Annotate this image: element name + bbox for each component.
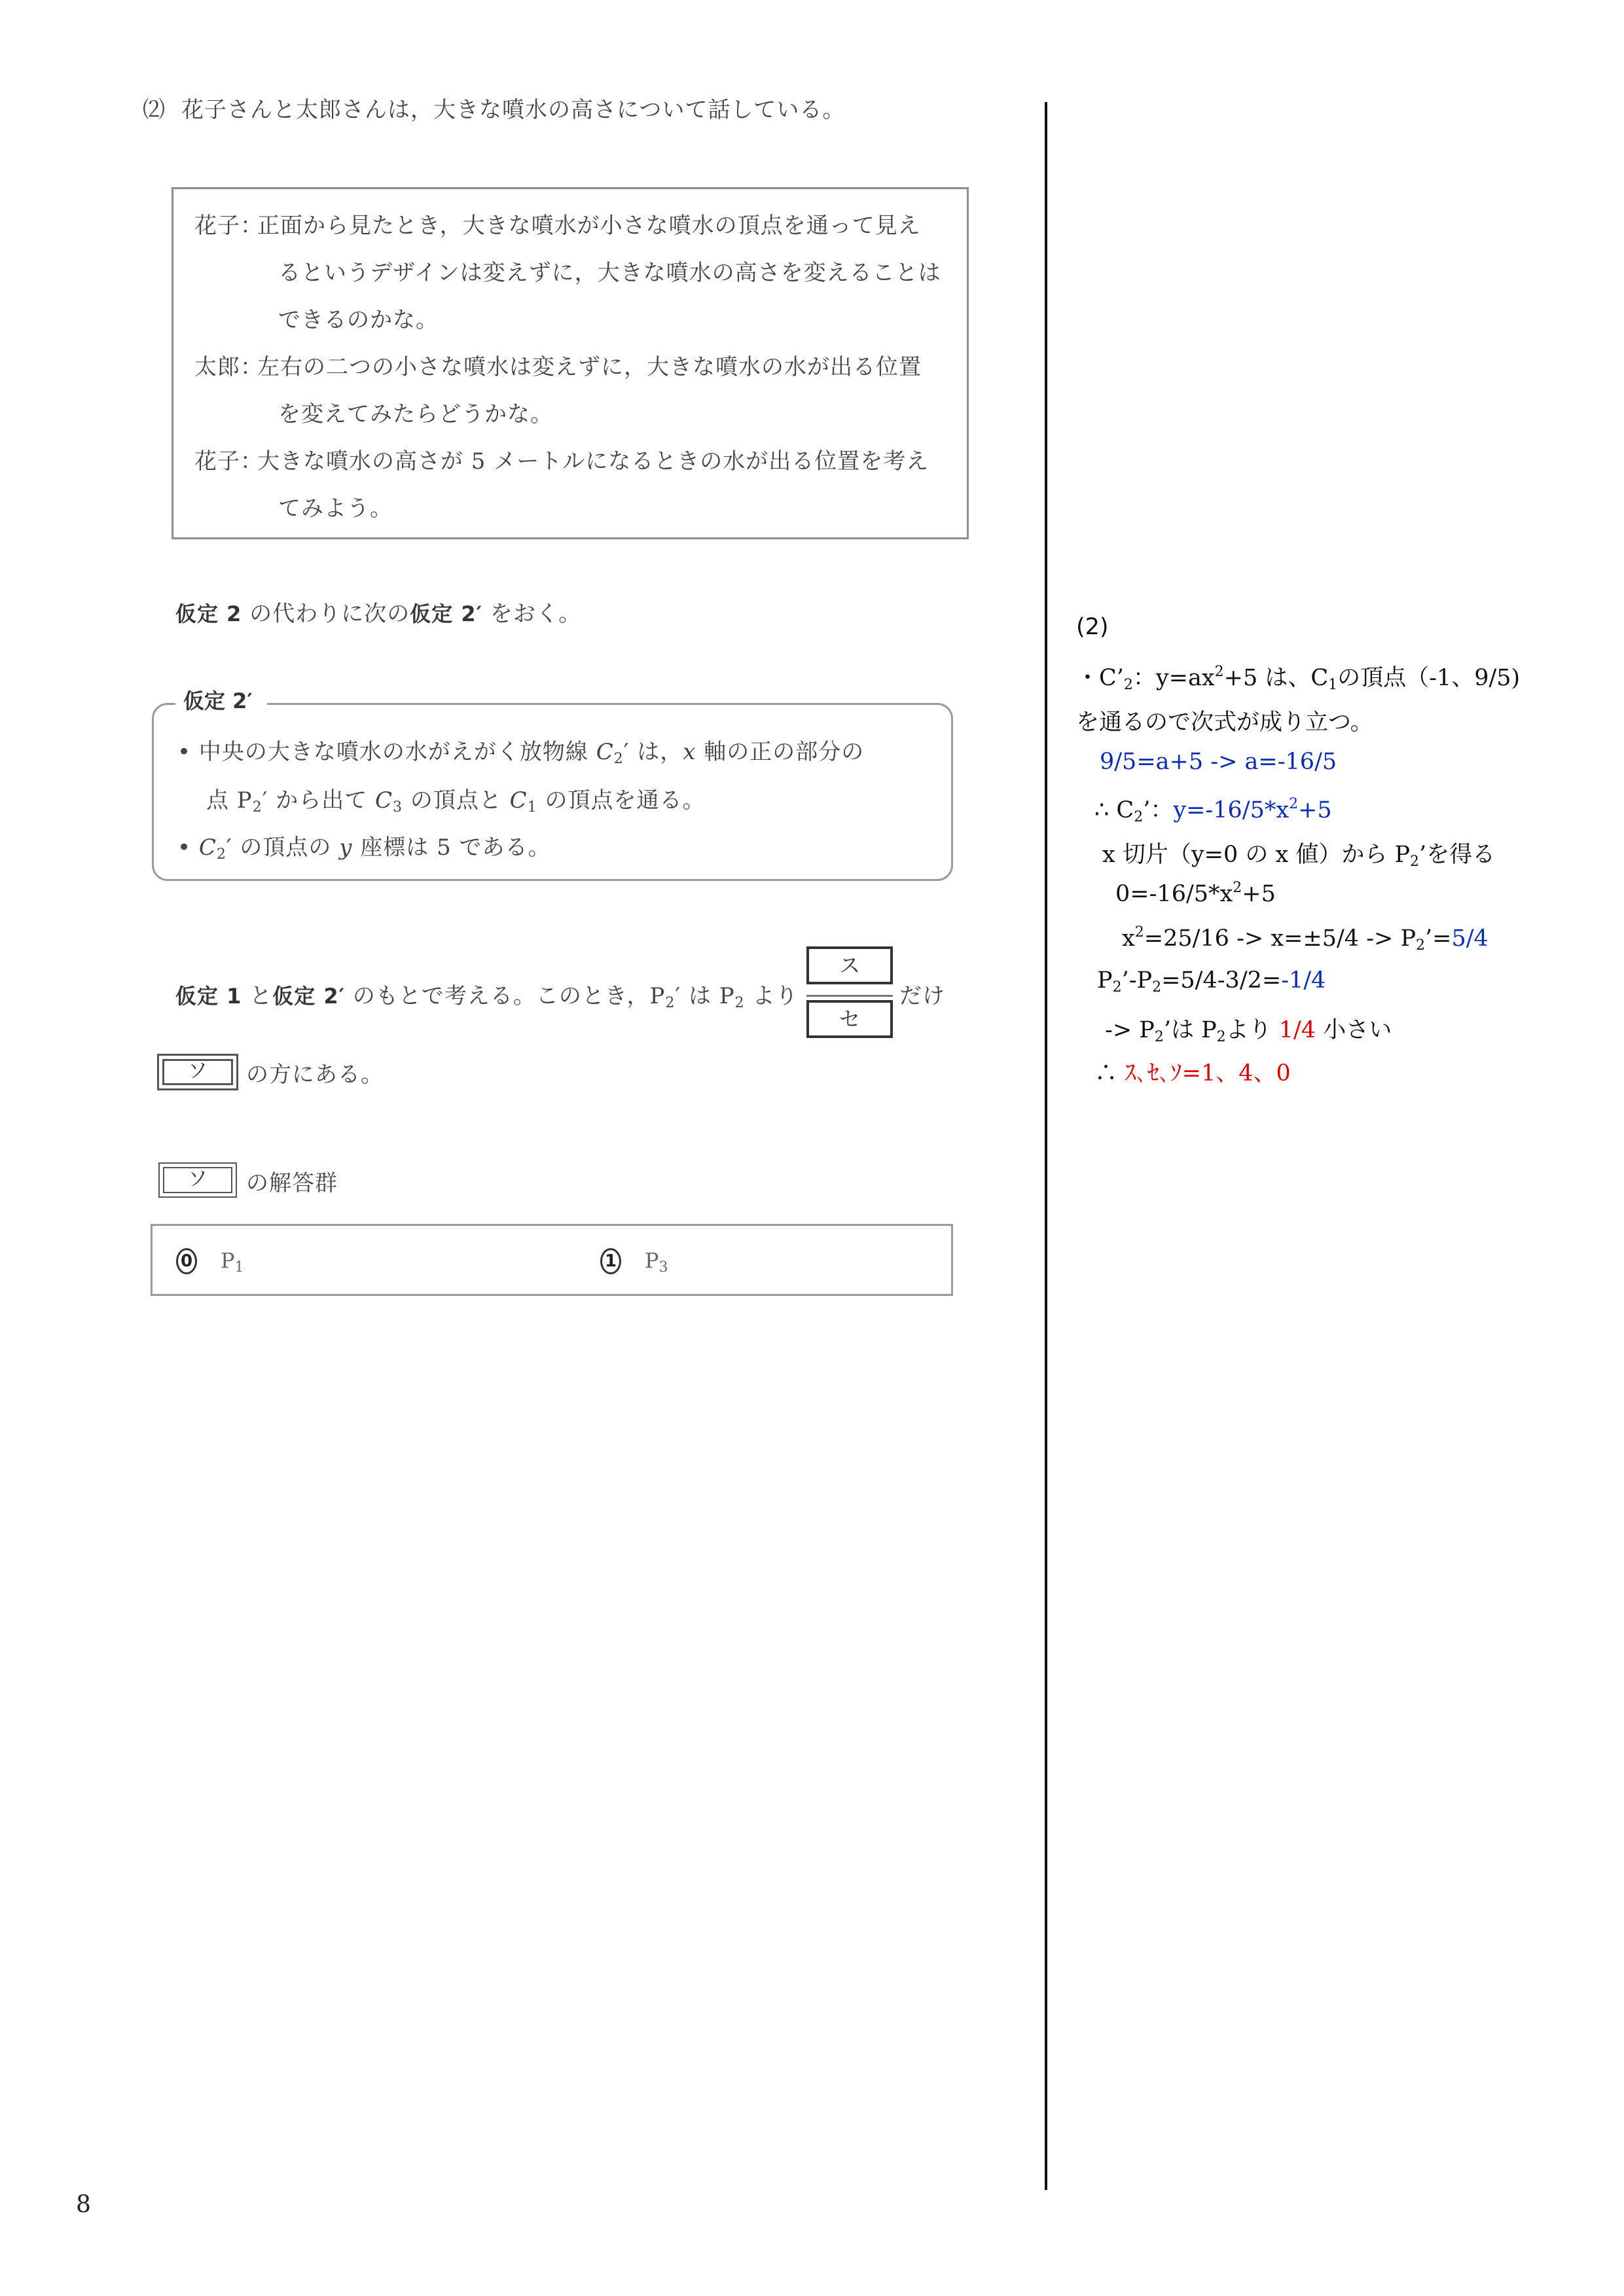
question-line	[175, 978, 798, 1011]
dialog-text: てみよう。	[278, 495, 393, 522]
solution-text: ’-P	[1121, 967, 1153, 994]
solution-text: ∴	[1094, 1060, 1125, 1086]
solution-text: ・C’	[1076, 665, 1124, 691]
curve-label: C	[596, 739, 614, 765]
dake-text: だけ	[899, 983, 945, 1009]
answer-box-se[interactable]: セ	[806, 1000, 893, 1038]
question-text: のもとで考える。このとき，P	[345, 983, 666, 1009]
solution-line-9	[1105, 1012, 1392, 1045]
solution-line-5	[1102, 836, 1495, 870]
subscript: 2	[252, 799, 262, 816]
option-mark-0[interactable]: 0	[176, 1248, 197, 1274]
solution-text: +5 は、C	[1223, 665, 1329, 691]
bullet: •	[177, 834, 192, 861]
solution-text: P	[1097, 967, 1113, 994]
dialog-text: 大きな噴水の高さが 5 メートルになるときの水が出る位置を考え	[257, 448, 929, 475]
intro-text: の代わりに次の	[242, 601, 410, 627]
assumption-text: 点 P	[206, 787, 253, 814]
curve-label: C	[509, 787, 528, 814]
answer-options	[151, 1224, 953, 1296]
keyword-assumption-2-prime: 仮定 2′	[410, 601, 483, 626]
final-answer: ｽ､ｾ､ｿ=1、4、0	[1125, 1060, 1291, 1086]
solution-equation: +5	[1298, 797, 1332, 823]
question-text: ′ は P	[675, 983, 735, 1009]
speaker-hanako: 花子：	[194, 213, 263, 239]
assumption-item-1	[177, 734, 864, 767]
solution-text: x	[1122, 925, 1135, 952]
question-text: より	[744, 983, 799, 1009]
subscript: 2	[1410, 853, 1420, 870]
superscript: 2	[1289, 796, 1299, 812]
assumption-text: ′ の頂点の	[226, 834, 340, 861]
curve-label: C	[198, 834, 217, 861]
subscript: 2	[1134, 809, 1144, 825]
solution-text: の頂点（-1、9/5)	[1337, 665, 1521, 691]
dialog-text: できるのかな。	[278, 307, 439, 333]
solution-text: 小さい	[1316, 1017, 1392, 1043]
subscript: 2	[1416, 937, 1426, 954]
dialog-box	[171, 187, 969, 539]
solution-text: ’は P	[1163, 1017, 1217, 1043]
answer-group-box	[158, 1162, 237, 1198]
subscript: 2	[613, 751, 624, 767]
dialog-line	[194, 438, 929, 485]
superscript: 2	[1134, 924, 1144, 941]
keyword-assumption-2-prime: 仮定 2′	[272, 984, 346, 1009]
solution-result: 5/4	[1451, 925, 1489, 952]
keyword-assumption-2: 仮定 2	[175, 601, 242, 626]
subscript: 2	[1112, 979, 1122, 996]
assumption-text: の頂点を通る。	[537, 787, 706, 814]
solution-line-10	[1094, 1055, 1291, 1088]
solution-line-8	[1097, 967, 1326, 996]
subscript: 3	[393, 799, 403, 816]
solution-line-6	[1115, 880, 1276, 907]
assumption-text: 中央の大きな噴水の水がえがく放物線	[198, 739, 596, 765]
option-mark-1[interactable]: 1	[600, 1248, 621, 1274]
question-heading	[143, 92, 845, 124]
superscript: 2	[1214, 664, 1224, 680]
subscript: 2	[1152, 979, 1162, 996]
dialog-text: 正面から見たとき，大きな噴水が小さな噴水の頂点を通って見え	[257, 213, 921, 239]
subscript: 1	[1328, 677, 1338, 693]
dialog-line	[194, 344, 922, 391]
assumption-text: 軸の正の部分の	[696, 739, 865, 765]
solution-line-4	[1094, 792, 1332, 825]
solution-equation: y=-16/5*x	[1173, 797, 1290, 823]
speaker-taro: 太郎：	[194, 354, 263, 380]
solution-text: ’：	[1143, 797, 1174, 823]
answer-box-so-label: ソ	[162, 1059, 233, 1085]
subscript: 2	[734, 995, 745, 1011]
subscript: 1	[527, 799, 537, 816]
question-number: ⑵	[143, 97, 166, 123]
option-0-text: P	[221, 1248, 235, 1273]
fraction-bar	[806, 995, 893, 997]
question-text: 花子さんと太郎さんは，大きな噴水の高さについて話している。	[181, 97, 846, 123]
assumption-item-2	[177, 829, 551, 863]
keyword-assumption-1: 仮定 1	[175, 984, 242, 1009]
dialog-text: るというデザインは変えずに，大きな噴水の高さを変えることは	[278, 260, 941, 286]
bullet: •	[177, 739, 192, 765]
solution-line-7	[1122, 924, 1489, 954]
solution-text: ∴ C	[1094, 797, 1134, 823]
assumption-text: の頂点と	[403, 787, 510, 814]
page-number: 8	[76, 2191, 91, 2218]
solution-text: =5/4-3/2=	[1161, 967, 1282, 994]
superscript: 2	[1233, 880, 1242, 896]
solution-header: (2)	[1076, 614, 1109, 640]
question-text: と	[242, 983, 273, 1009]
variable-x: x	[683, 739, 696, 765]
subscript: 3	[659, 1259, 668, 1276]
subscript: 2	[1123, 677, 1133, 693]
dialog-line	[194, 202, 921, 249]
solution-text: より	[1225, 1017, 1279, 1043]
intro-text-end: をおく。	[482, 601, 582, 627]
dialog-text: 左右の二つの小さな噴水は変えずに，大きな噴水の水が出る位置	[257, 354, 922, 380]
solution-text: +5	[1242, 881, 1276, 907]
assumption-text: ′ は，	[623, 739, 683, 765]
solution-line-3: 9/5=a+5 -> a=-16/5	[1100, 749, 1337, 775]
solution-text: =25/16 -> x=±5/4 -> P	[1144, 925, 1416, 952]
solution-result: 1/4	[1278, 1017, 1316, 1043]
option-1-label[interactable]	[645, 1248, 668, 1276]
solution-line-2: を通るので次式が成り立つ。	[1076, 709, 1373, 736]
curve-label: C	[375, 787, 393, 814]
subscript: 2	[665, 995, 676, 1011]
dialog-text: を変えてみたらどうかな。	[278, 401, 553, 427]
dialog-line	[194, 485, 393, 532]
variable-y: y	[339, 834, 353, 861]
solution-line-1	[1076, 660, 1520, 693]
subscript: 1	[234, 1259, 244, 1276]
assumption-text: 座標は 5 である。	[352, 834, 551, 861]
solution-text: ’を得る	[1419, 842, 1496, 868]
dialog-line	[194, 391, 553, 438]
column-divider	[1045, 102, 1047, 2190]
subscript: 2	[216, 846, 226, 863]
solution-result: -1/4	[1281, 967, 1326, 994]
speaker-hanako: 花子：	[194, 448, 263, 475]
answer-group-box-label: ソ	[163, 1167, 232, 1193]
solution-text: 0=-16/5*x	[1115, 881, 1233, 907]
assumption-box	[152, 703, 953, 881]
solution-text: -> P	[1105, 1017, 1155, 1043]
solution-text: ：y=ax	[1132, 665, 1215, 691]
dialog-line	[194, 296, 439, 344]
solution-text: ’=	[1425, 925, 1452, 952]
assumption-intro	[175, 596, 581, 628]
subscript: 2	[1216, 1029, 1226, 1045]
dialog-line	[194, 249, 941, 296]
assumption-item-1-cont	[206, 782, 706, 816]
answer-group-label: の解答群	[246, 1170, 338, 1196]
assumption-title: 仮定 2′	[175, 685, 267, 715]
option-0-label[interactable]	[221, 1248, 244, 1276]
solution-text: x 切片（y=0 の x 値）から P	[1102, 842, 1411, 868]
answer-box-so[interactable]	[157, 1054, 238, 1090]
assumption-text: ′ から出て	[262, 787, 376, 814]
subscript: 2	[1154, 1029, 1164, 1045]
question-tail: の方にある。	[246, 1062, 384, 1088]
option-1-text: P	[645, 1248, 659, 1273]
answer-box-su[interactable]: ス	[806, 946, 893, 984]
